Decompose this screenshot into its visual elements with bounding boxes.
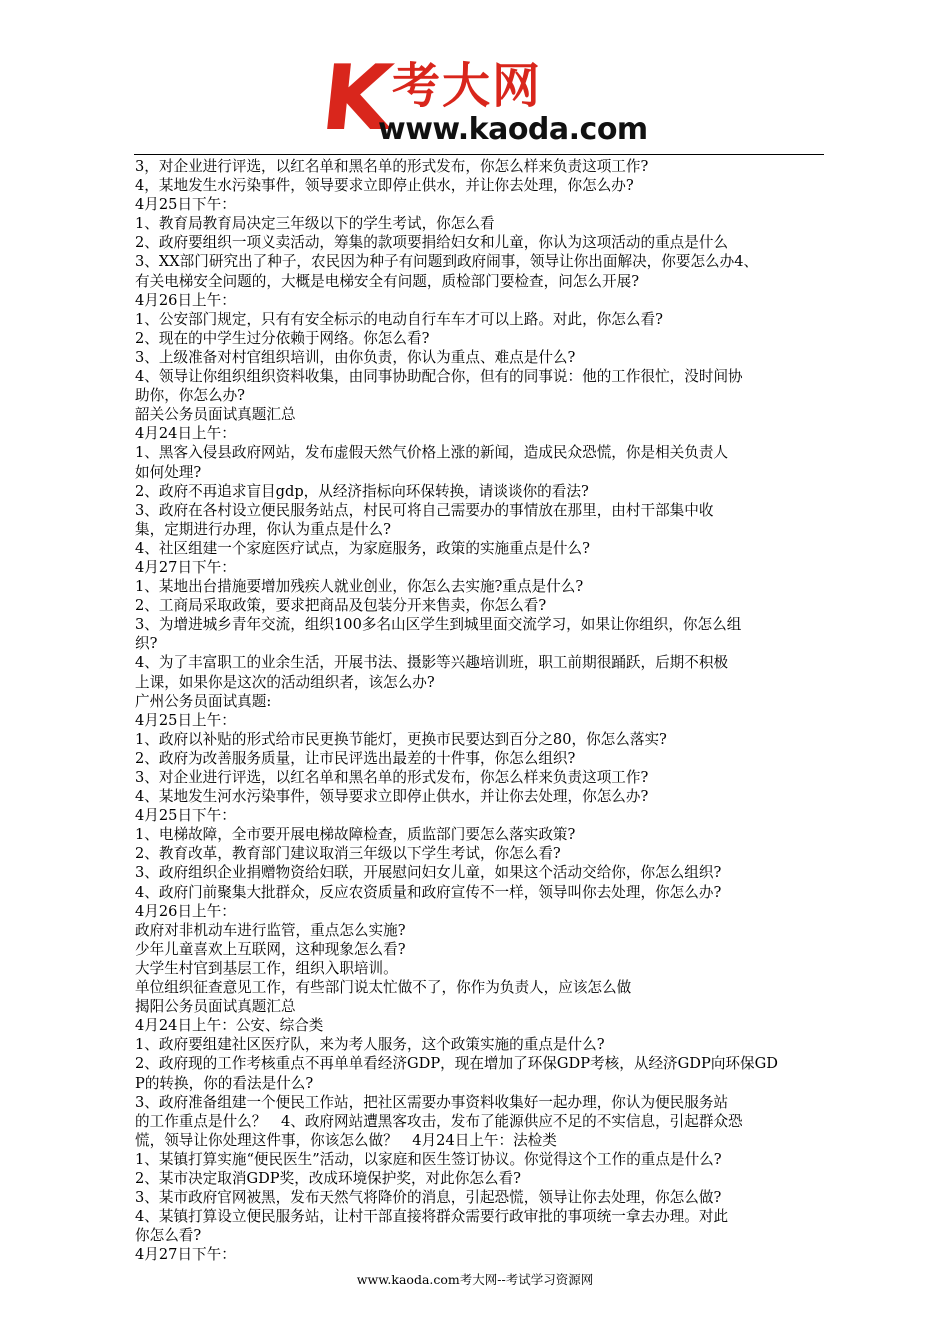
text-line: 上课，如果你是这次的活动组织者，该怎么办? bbox=[135, 673, 435, 691]
logo-k-mark: K bbox=[316, 46, 398, 151]
kaoda-logo bbox=[316, 46, 648, 151]
logo-chinese-name: 考大网 bbox=[392, 58, 543, 114]
text-line: 4月26日上午： bbox=[135, 902, 236, 920]
text-line: 慌，领导让你处理这件事，你该怎么做？ 4月24日上午：法检类 bbox=[135, 1131, 557, 1149]
text-line: 韶关公务员面试真题汇总 bbox=[135, 406, 296, 424]
text-line: 4月24日上午：公安、综合类 bbox=[135, 1017, 324, 1035]
text-line: 4月25日下午： bbox=[135, 196, 236, 214]
text-line: 揭阳公务员面试真题汇总 bbox=[135, 998, 296, 1016]
text-line: 2、现在的中学生过分依赖于网络。你怎么看? bbox=[135, 329, 430, 347]
text-line: 3、对企业进行评选，以红名单和黑名单的形式发布，你怎么样来负责这项工作? bbox=[135, 769, 649, 786]
text-line: 4、某地发生河水污染事件，领导要求立即停止供水，并让你去处理，你怎么办? bbox=[135, 788, 649, 806]
text-line: P的转换，你的看法是什么? bbox=[135, 1074, 314, 1092]
text-line: 4、为了丰富职工的业余生活，开展书法、摄影等兴趣培训班，职工前期很踊跃，后期不积极 bbox=[135, 654, 729, 672]
text-line: 2、政府为改善服务质量，让市民评选出最差的十件事，你怎么组织? bbox=[135, 749, 576, 767]
text-line: 集，定期进行办理，你认为重点是什么? bbox=[135, 520, 391, 538]
text-line: 4月25日上午： bbox=[135, 711, 236, 729]
text-line: 4月24日上午： bbox=[135, 425, 236, 443]
text-line: 单位组织征查意见工作，有些部门说太忙做不了，你作为负责人，应该怎么做 bbox=[135, 979, 632, 997]
text-line: 织? bbox=[135, 635, 158, 653]
text-line: 3、为增进城乡青年交流，组织100多名山区学生到城里面交流学习，如果让你组织，你怎么组 bbox=[135, 616, 742, 634]
text-line: 你怎么看? bbox=[135, 1227, 202, 1245]
text-line: 大学生村官到基层工作，组织入职培训。 bbox=[135, 959, 398, 977]
text-line: 少年儿童喜欢上互联网，这种现象怎么看? bbox=[135, 940, 406, 958]
text-line: 的工作重点是什么？ 4、政府网站遭黑客攻击，发布了能源供应不足的不实信息，引起群众恐 bbox=[135, 1112, 743, 1130]
text-line: 广州公务员面试真题: bbox=[135, 692, 272, 710]
text-line: 4月27日下午： bbox=[135, 558, 236, 576]
text-line: 政府对非机动车进行监管，重点怎么实施? bbox=[135, 921, 406, 939]
text-line: 3、上级准备对村官组织培训，由你负责，你认为重点、难点是什么? bbox=[135, 348, 576, 366]
text-line: 2、政府要组织一项义卖活动，筹集的款项要捐给妇女和儿童，你认为这项活动的重点是什么 bbox=[135, 234, 729, 252]
text-line: 1、教育局教育局决定三年级以下的学生考试，你怎么看 bbox=[135, 215, 495, 233]
logo-url: www.kaoda.com bbox=[378, 112, 648, 147]
text-line: 4月26日上午： bbox=[135, 291, 236, 309]
text-line: 1、电梯故障，全市要开展电梯故障检查，质监部门要怎么落实政策? bbox=[135, 826, 576, 844]
header-divider bbox=[134, 154, 824, 155]
text-line: 2、工商局采取政策，要求把商品及包装分开来售卖，你怎么看? bbox=[135, 597, 547, 615]
text-line: 4月27日下午： bbox=[135, 1246, 236, 1264]
text-line: 1、公安部门规定，只有有安全标示的电动自行车车才可以上路。对此，你怎么看? bbox=[135, 310, 663, 328]
text-line: 2、教育改革，教育部门建议取消三年级以下学生考试，你怎么看? bbox=[135, 845, 561, 863]
text-line: 2、政府不再追求盲目gdp，从经济指标向环保转换，请谈谈你的看法? bbox=[135, 482, 589, 500]
text-line: 4月25日下午： bbox=[135, 807, 236, 825]
text-line: 3、政府准备组建一个便民工作站，把社区需要办事资料收集好一起办理，你认为便民服务站 bbox=[135, 1093, 729, 1111]
text-line: 4、某镇打算设立便民服务站，让村干部直接将群众需要行政审批的事项统一拿去办理。对此 bbox=[135, 1208, 729, 1226]
text-line: 1、某镇打算实施“便民医生”活动，以家庭和医生签订协议。你觉得这个工作的重点是什么? bbox=[135, 1150, 722, 1168]
text-line: 4、政府门前聚集大批群众，反应农资质量和政府宣传不一样，领导叫你去处理，你怎么办? bbox=[135, 883, 722, 901]
text-line: 3，对企业进行评选，以红名单和黑名单的形式发布，你怎么样来负责这项工作? bbox=[135, 158, 649, 175]
text-line: 2、某市决定取消GDP奖，改成环境保护奖，对此你怎么看? bbox=[135, 1169, 521, 1187]
text-line: 有关电梯安全问题的，大概是电梯安全有问题，质检部门要检查，问怎么开展? bbox=[135, 272, 640, 290]
text-line: 1、某地出台措施要增加残疾人就业创业，你怎么去实施?重点是什么? bbox=[135, 578, 584, 596]
text-line: 1、政府以补贴的形式给市民更换节能灯，更换市民要达到百分之80，你怎么落实? bbox=[135, 730, 667, 748]
text-line: 助你，你怎么办? bbox=[135, 387, 245, 405]
text-line: 1、黑客入侵县政府网站，发布虚假天然气价格上涨的新闻，造成民众恐慌，你是相关负责人 bbox=[135, 444, 729, 462]
text-line: 3、政府组织企业捐赠物资给妇联，开展慰问妇女儿童，如果这个活动交给你，你怎么组织? bbox=[135, 864, 722, 882]
document-body bbox=[135, 157, 827, 1264]
text-line: 4、社区组建一个家庭医疗试点，为家庭服务，政策的实施重点是什么? bbox=[135, 539, 590, 557]
text-line: 1、政府要组建社区医疗队，来为考人服务，这个政策实施的重点是什么? bbox=[135, 1036, 605, 1054]
text-line: 4，某地发生水污染事件，领导要求立即停止供水，并让你去处理，你怎么办? bbox=[135, 177, 634, 195]
text-line: 2、政府现的工作考核重点不再单单看经济GDP，现在增加了环保GDP考核，从经济GDP向环保GD bbox=[135, 1055, 778, 1073]
text-line: 3、某市政府官网被黑，发布天然气将降价的消息，引起恐慌，领导让你去处理，你怎么做? bbox=[135, 1189, 722, 1207]
text-line: 如何处理? bbox=[135, 463, 202, 481]
text-line: 3、XX部门研究出了种子，农民因为种子有问题到政府闹事，领导让你出面解决，你要怎么办4、 bbox=[135, 253, 759, 271]
text-line: 3、政府在各村设立便民服务站点，村民可将自己需要办的事情放在那里，由村干部集中收 bbox=[135, 501, 714, 519]
page-footer: www.kaoda.com考大网--考试学习资源网 bbox=[356, 1272, 594, 1287]
text-line: 4、领导让你组织组织资料收集，由同事协助配合你，但有的同事说：他的工作很忙，没时间协 bbox=[135, 368, 743, 386]
